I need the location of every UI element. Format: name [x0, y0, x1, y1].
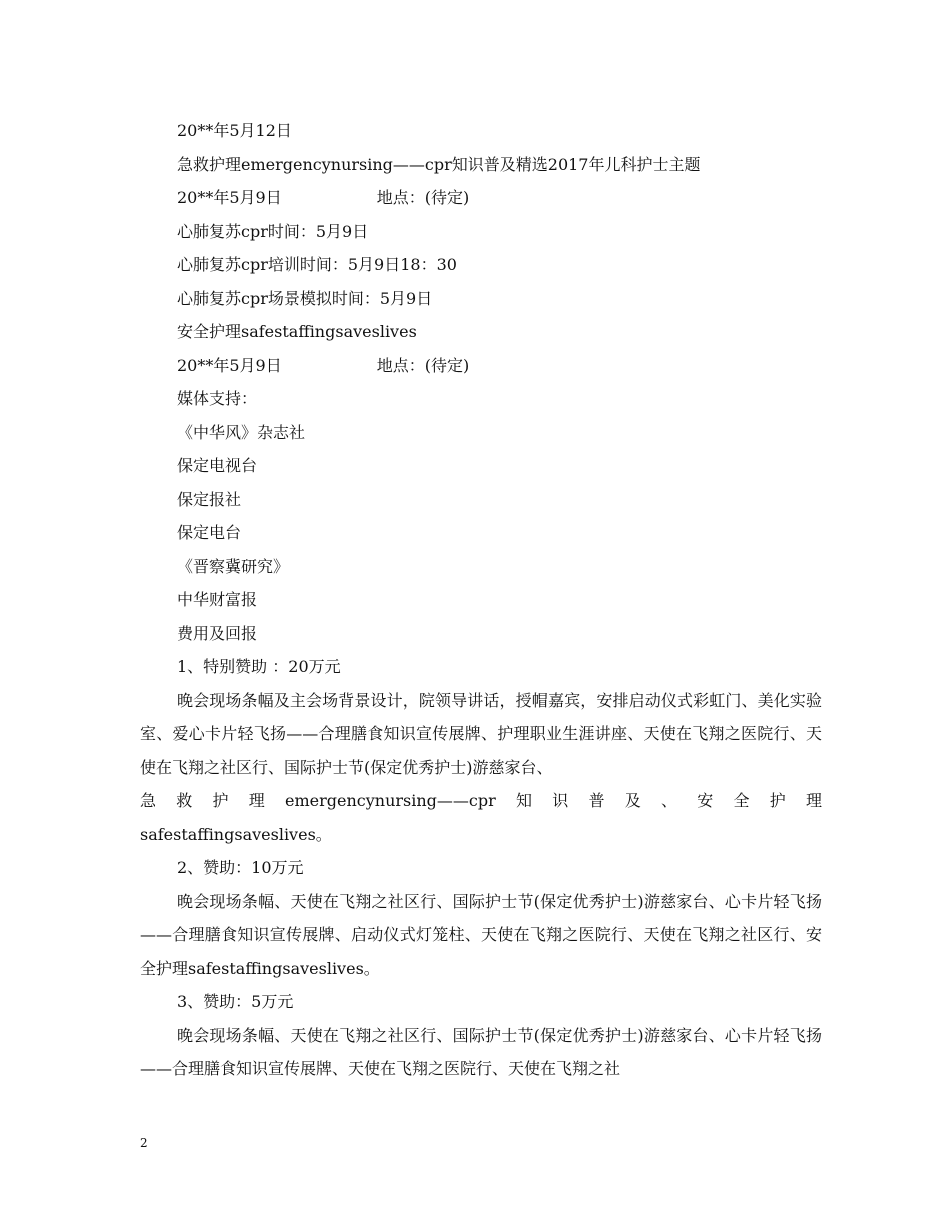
sponsorship-10w-heading: 2、赞助：10万元: [177, 858, 304, 877]
date-text: 20**年5月9日: [177, 188, 282, 207]
media-item: 《中华风》杂志社: [177, 422, 306, 442]
cost-heading: 费用及回报: [177, 623, 258, 643]
paragraph-text: 晚会现场条幅及主会场背景设计，院领导讲话，授帽嘉宾，安排启动仪式彩虹门、美化实验室、爱心卡片轻飞扬——合理膳食知识宣传展牌、护理职业生涯讲座、天使在飞翔之医院行、天使在飞翔之社区行、国际护士节(保定优秀护士)游慈家台、: [140, 690, 822, 777]
special-sponsorship-heading: 1、特别赞助 ：20万元: [177, 657, 341, 676]
paragraph-tail: safestaffingsaveslives。: [140, 824, 332, 844]
sponsorship-5w-paragraph: 晚会现场条幅、天使在飞翔之社区行、国际护士节(保定优秀护士)游慈家台、心卡片轻飞扬——合理膳食知识宣传展牌、天使在飞翔之医院行、天使在飞翔之社: [140, 1025, 822, 1078]
media-item: 中华财富报: [177, 590, 258, 609]
location-text: 地点：(待定): [376, 188, 470, 207]
date-text: 20**年5月9日: [177, 355, 282, 375]
cpr-time-line: 心肺复苏cpr时间：5月9日: [177, 221, 369, 241]
sponsorship-10w-paragraph: 晚会现场条幅、天使在飞翔之社区行、国际护士节(保定优秀护士)游慈家台、心卡片轻飞扬——合理膳食知识宣传展牌、启动仪式灯笼柱、天使在飞翔之医院行、天使在飞翔之社区行、安全护理safestaffingsaveslives。: [140, 891, 822, 978]
media-item: 保定报社: [177, 489, 242, 509]
emergency-nursing-title: 急救护理emergencynursing——cpr知识普及精选2017年儿科护士主题: [177, 154, 701, 174]
page-number: 2: [140, 1136, 148, 1150]
media-item: 保定电台: [177, 523, 242, 542]
location-text: 地点：(待定): [376, 355, 470, 375]
sponsorship-5w-heading: 3、赞助：5万元: [177, 992, 294, 1011]
safety-nursing-title: 安全护理safestaffingsaveslives: [177, 322, 417, 341]
date-location-line: [140, 181, 822, 215]
media-support-heading: 媒体支持：: [177, 389, 258, 408]
date-line: 20**年5月12日: [177, 121, 292, 140]
media-item: 《晋察冀研究》: [177, 556, 290, 576]
page-body: [140, 114, 822, 1086]
media-item: 保定电视台: [177, 456, 258, 475]
date-location-line: [140, 349, 822, 383]
special-sponsorship-paragraph: [140, 684, 822, 852]
cpr-training-time-line: 心肺复苏cpr培训时间：5月9日18：30: [177, 255, 457, 274]
cpr-simulation-time-line: 心肺复苏cpr场景模拟时间：5月9日: [177, 288, 433, 308]
paragraph-justified-line: 急救护理emergencynursing——cpr知识普及、安全护理: [140, 791, 822, 810]
